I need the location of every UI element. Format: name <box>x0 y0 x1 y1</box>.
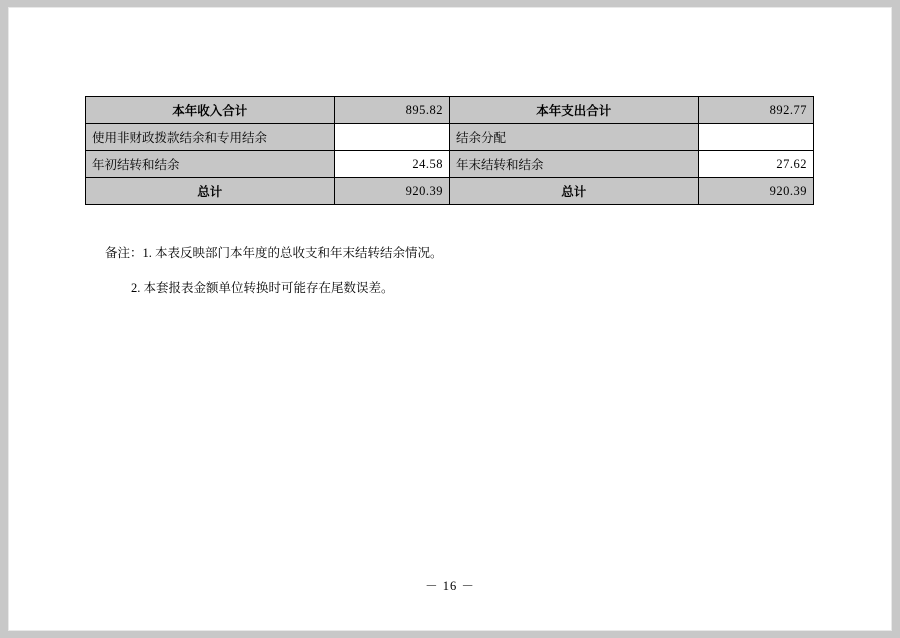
table-notes <box>105 244 805 298</box>
table-row <box>86 97 814 124</box>
table-row <box>86 124 814 151</box>
note-line-2: 2. 本套报表金额单位转换时可能存在尾数误差。 <box>131 280 394 295</box>
table-row <box>86 178 814 205</box>
page-sheet <box>9 8 891 630</box>
note-line-1: 备注：1. 本表反映部门本年度的总收支和年末结转结余情况。 <box>105 246 443 260</box>
row-right-value: 920.39 <box>698 178 814 205</box>
row-left-value: 895.82 <box>334 97 449 124</box>
document-page <box>9 8 891 630</box>
page-number: － 16 － <box>425 579 475 593</box>
row-left-label: 使用非财政拨款结余和专用结余 <box>86 124 335 151</box>
row-right-label: 本年支出合计 <box>449 97 698 124</box>
row-right-value: 892.77 <box>698 97 814 124</box>
row-right-label: 总计 <box>449 178 698 205</box>
row-left-value <box>334 124 449 151</box>
financial-summary-table <box>85 96 814 205</box>
row-right-value: 27.62 <box>698 151 814 178</box>
row-left-label: 总计 <box>86 178 335 205</box>
row-left-label: 本年收入合计 <box>86 97 335 124</box>
row-right-value <box>698 124 814 151</box>
row-left-value: 920.39 <box>334 178 449 205</box>
row-right-label: 年末结转和结余 <box>449 151 698 178</box>
row-right-label: 结余分配 <box>449 124 698 151</box>
table-row <box>86 151 814 178</box>
row-left-value: 24.58 <box>334 151 449 178</box>
row-left-label: 年初结转和结余 <box>86 151 335 178</box>
